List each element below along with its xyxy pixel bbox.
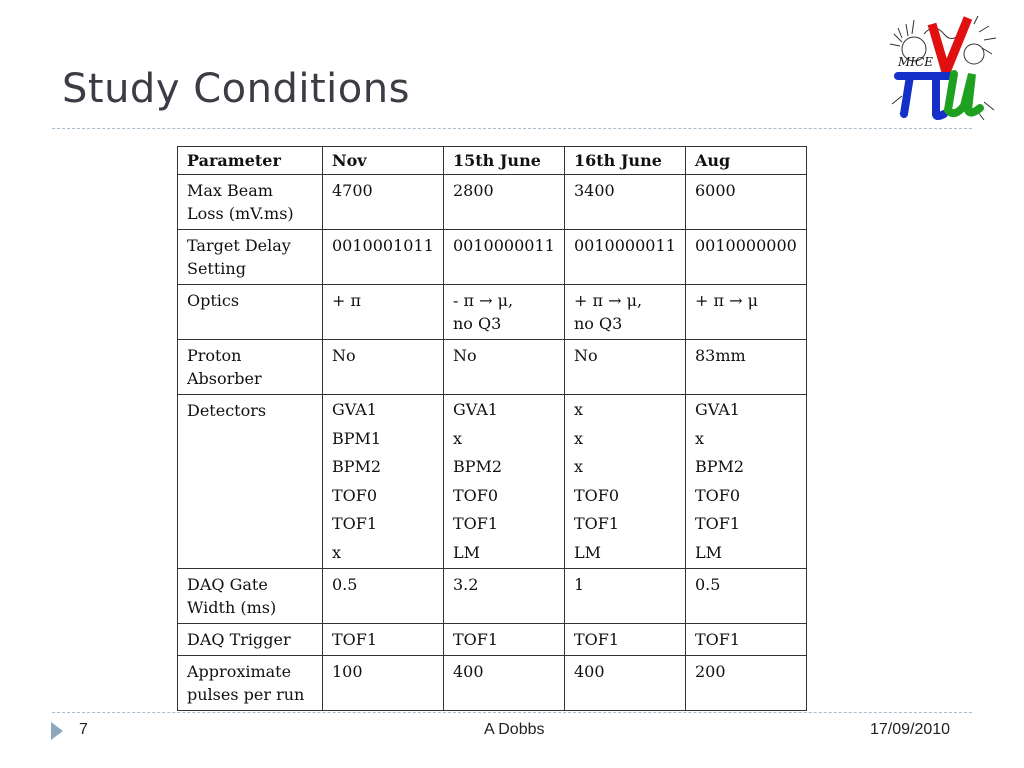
- table-cell: GVA1 BPM1 BPM2 TOF0 TOF1 x: [323, 395, 444, 569]
- table-cell: + π → μ: [686, 285, 807, 340]
- table-cell: 4700: [323, 175, 444, 230]
- header-cell: 16th June: [565, 147, 686, 175]
- table-cell: 100: [323, 656, 444, 711]
- table-row: [178, 230, 807, 285]
- table-cell: TOF1: [565, 624, 686, 656]
- header-cell: Nov: [323, 147, 444, 175]
- table-cell: 0010001011: [323, 230, 444, 285]
- table-row: [178, 340, 807, 395]
- table-cell: 1: [565, 569, 686, 624]
- table-cell: GVA1 x BPM2 TOF0 TOF1 LM: [444, 395, 565, 569]
- table-cell: 6000: [686, 175, 807, 230]
- table-cell: 0.5: [323, 569, 444, 624]
- row-label-pulses: Approximate pulses per run: [178, 656, 323, 711]
- table-row: [178, 624, 807, 656]
- table-cell: x x x TOF0 TOF1 LM: [565, 395, 686, 569]
- table-row: [178, 285, 807, 340]
- header-cell: Parameter: [178, 147, 323, 175]
- table-row: [178, 395, 807, 569]
- row-label-proton-absorber: Proton Absorber: [178, 340, 323, 395]
- table-cell: GVA1 x BPM2 TOF0 TOF1 LM: [686, 395, 807, 569]
- table-row: [178, 175, 807, 230]
- logo-text: MICE: [898, 55, 933, 69]
- table-cell: 200: [686, 656, 807, 711]
- mice-logo: [884, 14, 1004, 124]
- table-cell: TOF1: [444, 624, 565, 656]
- table-row: [178, 569, 807, 624]
- title-divider: [52, 128, 972, 129]
- table-cell: + π: [323, 285, 444, 340]
- table-cell: 3400: [565, 175, 686, 230]
- footer-author: A Dobbs: [484, 721, 545, 738]
- row-label-detectors: Detectors: [178, 395, 323, 569]
- row-label-daq-gate: DAQ Gate Width (ms): [178, 569, 323, 624]
- table-cell: 0.5: [686, 569, 807, 624]
- table-row: [178, 656, 807, 711]
- row-label-target-delay: Target Delay Setting: [178, 230, 323, 285]
- table-cell: No: [323, 340, 444, 395]
- table-cell: 400: [565, 656, 686, 711]
- page-number: 7: [79, 721, 88, 738]
- slide-title: Study Conditions: [62, 66, 410, 112]
- table-cell: No: [444, 340, 565, 395]
- header-cell: Aug: [686, 147, 807, 175]
- table-cell: 0010000011: [565, 230, 686, 285]
- table-cell: + π → μ, no Q3: [565, 285, 686, 340]
- table-cell: 400: [444, 656, 565, 711]
- table-cell: 0010000000: [686, 230, 807, 285]
- table-cell: - π → μ, no Q3: [444, 285, 565, 340]
- footer-divider: [52, 712, 972, 713]
- table-cell: 2800: [444, 175, 565, 230]
- row-label-beam-loss: Max Beam Loss (mV.ms): [178, 175, 323, 230]
- footer-date: 17/09/2010: [870, 721, 951, 738]
- table-cell: 0010000011: [444, 230, 565, 285]
- table-cell: TOF1: [323, 624, 444, 656]
- table-cell: 3.2: [444, 569, 565, 624]
- row-label-optics: Optics: [178, 285, 323, 340]
- study-conditions-table: [177, 146, 807, 711]
- table-cell: TOF1: [686, 624, 807, 656]
- table-header-row: [178, 147, 807, 175]
- table-cell: 83mm: [686, 340, 807, 395]
- row-label-daq-trigger: DAQ Trigger: [178, 624, 323, 656]
- header-cell: 15th June: [444, 147, 565, 175]
- table-cell: No: [565, 340, 686, 395]
- play-arrow-icon: [51, 722, 63, 740]
